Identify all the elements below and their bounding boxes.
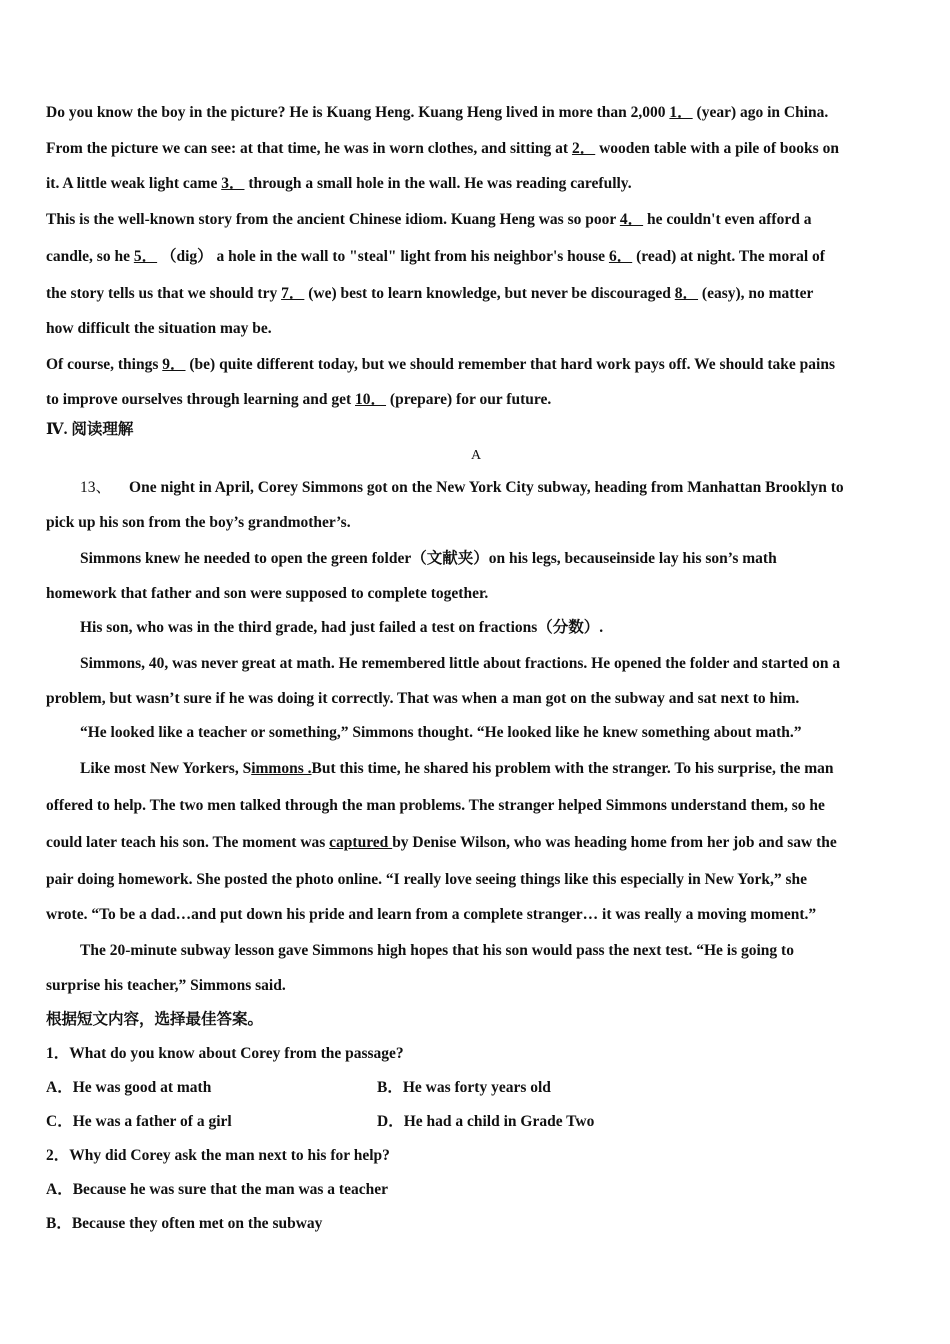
option-a[interactable]: A．He was good at math xyxy=(46,1079,212,1096)
question-stem: 1．What do you know about Corey from the passage? xyxy=(46,1045,404,1062)
text: to improve ourselves through learning and get xyxy=(46,391,356,408)
text: he couldn't even afford a xyxy=(643,211,812,228)
passage-line: pair doing homework. She posted the photo online. “I really love seeing things like this especially in New York,” she xyxy=(46,871,807,888)
text: Like most New Yorkers, S xyxy=(80,760,252,777)
instruction: 根据短文内容，选择最佳答案。 xyxy=(46,1011,264,1028)
text: This is the well-known story from the ancient Chinese idiom. Kuang Heng was so poor xyxy=(46,211,620,228)
blank-9: 9． xyxy=(162,356,186,373)
option-b[interactable]: B．He was forty years old xyxy=(377,1079,551,1096)
cloze-line xyxy=(46,130,906,167)
blank-4: 4． xyxy=(619,211,644,228)
question-number: 13、 xyxy=(80,479,112,496)
cloze-line xyxy=(46,275,906,312)
options-row xyxy=(46,1105,906,1139)
text: (easy), no matter xyxy=(698,285,814,302)
text: (prepare) for our future. xyxy=(386,391,552,408)
cloze-line: how difficult the situation may be. xyxy=(46,320,272,337)
text: Of course, things xyxy=(46,356,163,373)
passage-line: surprise his teacher,” Simmons said. xyxy=(46,977,286,994)
passage-letter: A xyxy=(470,448,482,463)
option-a[interactable]: A．Because he was sure that the man was a teacher xyxy=(46,1181,388,1198)
blank-5: 5． xyxy=(133,248,158,265)
text: the story tells us that we should try xyxy=(46,285,282,302)
text: (we) best to learn knowledge, but never be discouraged xyxy=(304,285,675,302)
passage-line xyxy=(46,750,906,787)
passage-line: “He looked like a teacher or something,” Simmons thought. “He looked like he knew something about math.” xyxy=(80,724,802,741)
blank-8: 8． xyxy=(674,285,699,302)
cloze-line xyxy=(46,346,906,383)
text: (read) at night. The moral of xyxy=(632,248,825,265)
option-b[interactable]: B．Because they often met on the subway xyxy=(46,1215,323,1232)
passage-line: offered to help. The two men talked through the man problems. The stranger helped Simmons understand them, so he xyxy=(46,797,825,814)
blank-10: 10． xyxy=(355,391,387,408)
passage-line: problem, but wasn’t sure if he was doing it correctly. That was when a man got on the subway and sat next to him. xyxy=(46,690,800,707)
text: by Denise Wilson, who was heading home from her job and saw the xyxy=(392,834,837,851)
passage-line: His son, who was in the third grade, had just failed a test on fractions（分数）. xyxy=(80,619,604,636)
passage-line: Simmons knew he needed to open the green folder（文献夹）on his legs, becauseinside lay his son’s math xyxy=(80,550,777,567)
passage-line: Simmons, 40, was never great at math. He remembered little about fractions. He opened the folder and started on a xyxy=(80,655,841,672)
cloze-line xyxy=(46,96,906,130)
text: Do you know the boy in the picture? He is Kuang Heng. Kuang Heng lived in more than 2,000 xyxy=(46,104,670,121)
blank-1: 1． xyxy=(669,104,693,121)
question-stem: 2．Why did Corey ask the man next to his for help? xyxy=(46,1147,390,1164)
passage-line: wrote. “To be a dad…and put down his pride and learn from a complete stranger… it was really a moving moment.” xyxy=(46,906,817,923)
text: (be) quite different today, but we should remember that hard work pays off. We should take pains xyxy=(185,356,835,373)
option-c[interactable]: C．He was a father of a girl xyxy=(46,1113,232,1130)
text: through a small hole in the wall. He was reading carefully. xyxy=(244,175,632,192)
text: (year) ago in China. xyxy=(692,104,829,121)
cloze-line xyxy=(46,383,906,417)
text: wooden table with a pile of books on xyxy=(595,140,839,157)
underlined-text: immons . xyxy=(251,760,312,777)
passage-line: pick up his son from the boy’s grandmother’s. xyxy=(46,514,351,531)
text: （dig） a hole in the wall to "steal" light from his neighbor's house xyxy=(157,248,609,265)
cloze-line xyxy=(46,238,906,275)
text: could later teach his son. The moment was xyxy=(46,834,330,851)
passage-line xyxy=(46,469,906,506)
passage-line: The 20-minute subway lesson gave Simmons high hopes that his son would pass the next test. “He is going to xyxy=(80,942,794,959)
document-page xyxy=(46,96,906,1241)
text: From the picture we can see: at that time, he was in worn clothes, and sitting at xyxy=(46,140,572,157)
text: But this time, he shared his problem with the stranger. To his surprise, the man xyxy=(311,760,834,777)
text: candle, so he xyxy=(46,248,134,265)
text: One night in April, Corey Simmons got on the New York City subway, heading from Manhattan Brooklyn to xyxy=(129,479,844,496)
underlined-word: captured xyxy=(329,834,393,851)
text: it. A little weak light came xyxy=(46,175,222,192)
cloze-line xyxy=(46,201,906,238)
section-heading: Ⅳ. 阅读理解 xyxy=(46,421,134,438)
blank-2: 2． xyxy=(571,140,596,157)
blank-6: 6． xyxy=(608,248,633,265)
options-row xyxy=(46,1071,906,1105)
cloze-line xyxy=(46,167,906,201)
passage-line: homework that father and son were supposed to complete together. xyxy=(46,585,489,602)
blank-3: 3． xyxy=(221,175,245,192)
option-d[interactable]: D．He had a child in Grade Two xyxy=(377,1113,595,1130)
passage-line xyxy=(46,824,906,861)
blank-7: 7． xyxy=(281,285,305,302)
